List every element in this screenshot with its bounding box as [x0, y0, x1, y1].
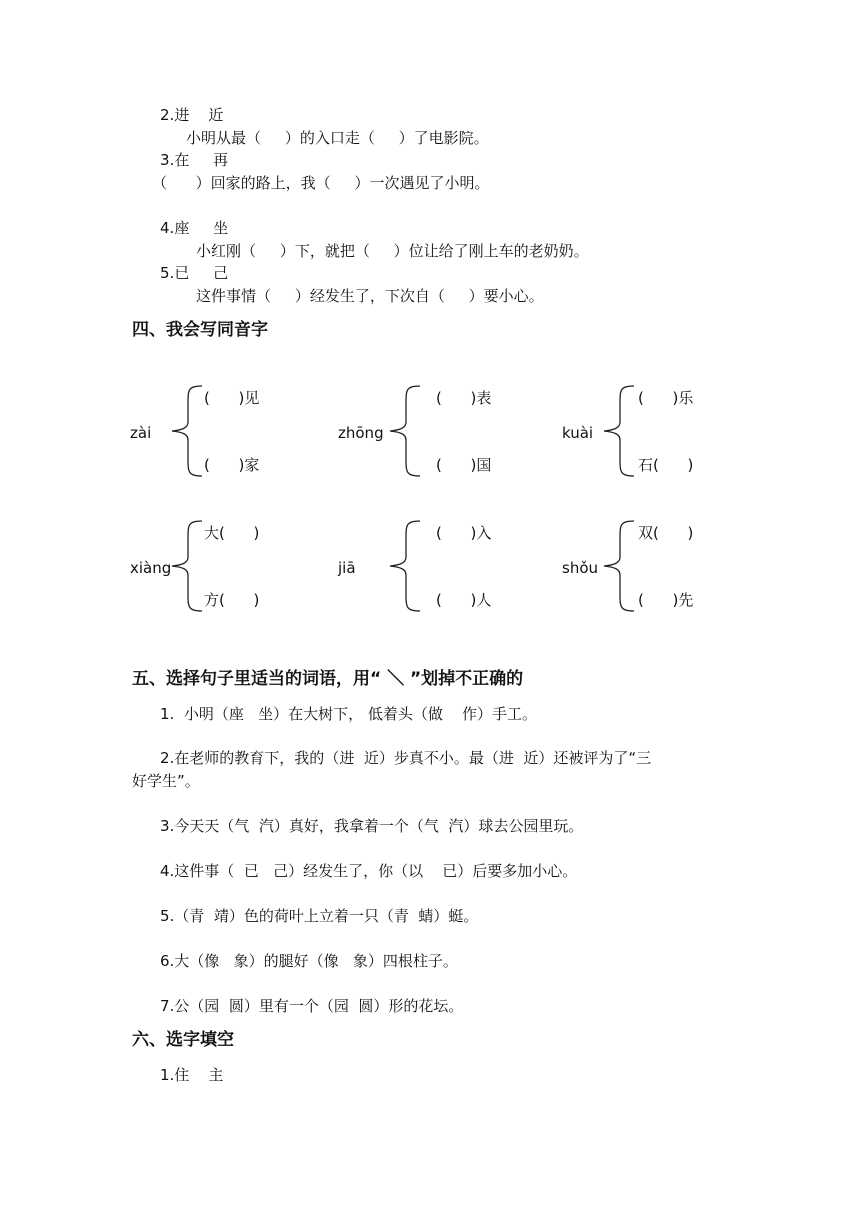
pinyin-kuai: kuài [562, 424, 594, 442]
item-5-6: 6.大（像 象）的腿好（像 象）四根柱子。 [160, 952, 458, 970]
brace [600, 384, 636, 478]
section5-heading: 五、选择句子里适当的词语，用“ ＼ ”划掉不正确的 [132, 669, 524, 689]
item-5-4: 4.这件事（ 已 己）经发生了，你（以 已）后要多加小心。 [160, 862, 578, 880]
brace [168, 519, 204, 613]
group-shou-top: 双( ) [638, 524, 694, 542]
item-5-1: 1. 小明（座 坐）在大树下， 低着头（做 作）手工。 [160, 705, 537, 723]
brace [168, 384, 204, 478]
pinyin-zai: zài [130, 424, 152, 442]
group-zai-top: ( )见 [204, 389, 260, 407]
section4-heading: 四、我会写同音字 [132, 320, 268, 340]
group-xiang-top: 大( ) [204, 524, 260, 542]
group-zhong-top: ( )表 [436, 389, 492, 407]
group-xiang-bottom: 方( ) [204, 591, 260, 609]
item-4-sentence: 小红刚（ ）下，就把（ ）位让给了刚上车的老奶奶。 [196, 242, 589, 260]
item-3-chars: 3.在 再 [160, 151, 229, 169]
item-5-3: 3.今天天（气 汽）真好，我拿着一个（气 汽）球去公园里玩。 [160, 817, 584, 835]
brace [386, 519, 422, 613]
group-shou-bottom: ( )先 [638, 591, 694, 609]
pinyin-jia: jiā [338, 559, 356, 577]
item-5-2-cont: 好学生”。 [132, 772, 200, 790]
group-zai-bottom: ( )家 [204, 456, 260, 474]
pinyin-zhong: zhōng [338, 424, 384, 442]
pinyin-shou: shǒu [562, 559, 599, 577]
item-5-5: 5.（青 靖）色的荷叶上立着一只（青 蜻）蜓。 [160, 907, 479, 925]
group-kuai-top: ( )乐 [638, 389, 694, 407]
group-jia-bottom: ( )人 [436, 591, 492, 609]
section6-heading: 六、选字填空 [132, 1030, 234, 1050]
item-5-7: 7.公（园 圆）里有一个（园 圆）形的花坛。 [160, 997, 464, 1015]
group-jia-top: ( )入 [436, 524, 492, 542]
item-5-sentence: 这件事情（ ）经发生了，下次自（ ）要小心。 [196, 287, 544, 305]
brace [386, 384, 422, 478]
item-5-2: 2.在老师的教育下，我的（进 近）步真不小。最（进 近）还被评为了“三 [160, 749, 652, 767]
item-5-chars: 5.已 己 [160, 264, 229, 282]
group-zhong-bottom: ( )国 [436, 456, 492, 474]
item-2-sentence: 小明从最（ ）的入口走（ ）了电影院。 [186, 129, 489, 147]
item-3-sentence: （ ）回家的路上，我（ ）一次遇见了小明。 [152, 174, 490, 192]
item-4-chars: 4.座 坐 [160, 219, 229, 237]
brace [600, 519, 636, 613]
item-2-chars: 2.进 近 [160, 106, 224, 124]
group-kuai-bottom: 石( ) [638, 456, 694, 474]
item-6-1: 1.住 主 [160, 1066, 224, 1084]
pinyin-xiang: xiàng [130, 559, 172, 577]
